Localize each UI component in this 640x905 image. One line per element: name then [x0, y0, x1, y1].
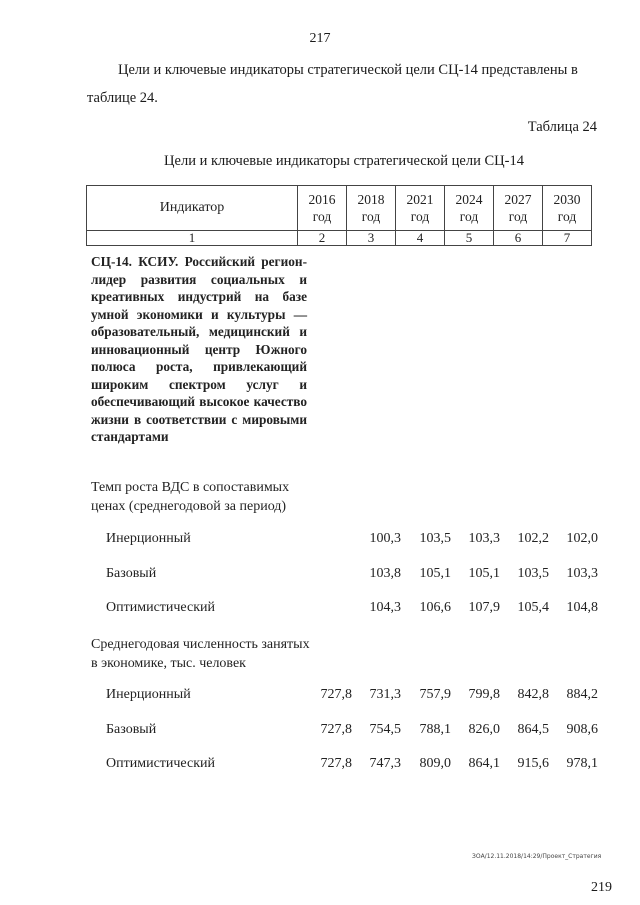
column-number: 6: [494, 231, 543, 246]
value-cell: 864,1: [468, 756, 500, 771]
column-number: 7: [543, 231, 592, 246]
year-label: 2021: [406, 192, 434, 207]
page-number-top: 217: [309, 31, 331, 46]
value-cell: 105,4: [517, 600, 549, 615]
scenario-label: Оптимистический: [106, 600, 215, 615]
value-cell: 104,3: [369, 600, 401, 615]
indicator-title: Среднегодовая численность занятых в экономике, тыс. человек: [91, 637, 310, 671]
table-label: Таблица 24: [527, 119, 597, 135]
scenario-label: Инерционный: [106, 531, 191, 546]
column-number: 1: [87, 231, 298, 246]
year-label: 2016: [308, 192, 336, 207]
value-cell: 727,8: [320, 722, 352, 737]
intro-text-line-1: Цели и ключевые индикаторы стратегической цели СЦ-14 представлены в: [118, 62, 578, 78]
value-cell: 106,6: [419, 600, 451, 615]
year-column-header: [494, 186, 543, 231]
column-number: 4: [396, 231, 445, 246]
value-cell: 105,1: [419, 566, 451, 581]
value-cell: 103,3: [566, 566, 598, 581]
column-number: 5: [445, 231, 494, 246]
year-column-header: [396, 186, 445, 231]
value-cell: 731,3: [369, 687, 401, 702]
value-cell: 884,2: [566, 687, 598, 702]
value-cell: 788,1: [419, 722, 451, 737]
value-cell: 727,8: [320, 756, 352, 771]
year-column-header: [298, 186, 347, 231]
value-cell: 978,1: [566, 756, 598, 771]
scenario-label: Базовый: [106, 722, 157, 737]
year-column-header: [445, 186, 494, 231]
scenario-label: Оптимистический: [106, 756, 215, 771]
value-cell: 100,3: [369, 531, 401, 546]
value-cell: 826,0: [468, 722, 500, 737]
value-cell: 103,5: [419, 531, 451, 546]
value-cell: 102,0: [566, 531, 598, 546]
year-column-header: [347, 186, 396, 231]
value-cell: 864,5: [517, 722, 549, 737]
year-label: 2018: [357, 192, 385, 207]
value-cell: 103,3: [468, 531, 500, 546]
intro-text-line-2: таблице 24.: [87, 90, 158, 106]
scenario-label: Базовый: [106, 566, 157, 581]
year-label: 2027: [504, 192, 532, 207]
value-cell: 104,8: [566, 600, 598, 615]
strategic-goal-text: СЦ-14. КСИУ. Российский регион-лидер развития социальных и креативных индустрий на базе умной экономики и культуры — образовательный, медицинский и инновационный центр Южного полюса роста, привлекающий широким спектром услуг и обеспечивающий высокое качество жизни в соответствии с мировыми стандартами: [91, 254, 307, 444]
value-cell: 915,6: [517, 756, 549, 771]
value-cell: 103,5: [517, 566, 549, 581]
year-unit: год: [361, 209, 381, 224]
indicator-title: Темп роста ВДС в сопоставимых ценах (среднегодовой за период): [91, 480, 290, 514]
value-cell: 809,0: [419, 756, 451, 771]
table-caption: Цели и ключевые индикаторы стратегической цели СЦ-14: [164, 153, 524, 169]
column-number: 2: [298, 231, 347, 246]
scenario-label: Инерционный: [106, 687, 191, 702]
value-cell: 842,8: [517, 687, 549, 702]
indicator-table-header: [86, 185, 592, 246]
value-cell: 908,6: [566, 722, 598, 737]
year-unit: год: [410, 209, 430, 224]
document-stamp: ЗОА/12.11.2018/14:29/Проект_Стратегия: [472, 853, 602, 860]
value-cell: 105,1: [468, 566, 500, 581]
year-unit: год: [459, 209, 479, 224]
value-cell: 757,9: [419, 687, 451, 702]
year-unit: год: [508, 209, 528, 224]
year-unit: год: [557, 209, 577, 224]
value-cell: 754,5: [369, 722, 401, 737]
year-label: 2030: [553, 192, 581, 207]
value-cell: 103,8: [369, 566, 401, 581]
year-column-header: [543, 186, 592, 231]
indicator-column-header: Индикатор: [87, 186, 298, 231]
value-cell: 799,8: [468, 687, 500, 702]
value-cell: 747,3: [369, 756, 401, 771]
value-cell: 727,8: [320, 687, 352, 702]
page-number-bottom: 219: [591, 880, 612, 895]
value-cell: 102,2: [517, 531, 549, 546]
value-cell: 107,9: [468, 600, 500, 615]
year-unit: год: [312, 209, 332, 224]
year-label: 2024: [455, 192, 483, 207]
column-number: 3: [347, 231, 396, 246]
